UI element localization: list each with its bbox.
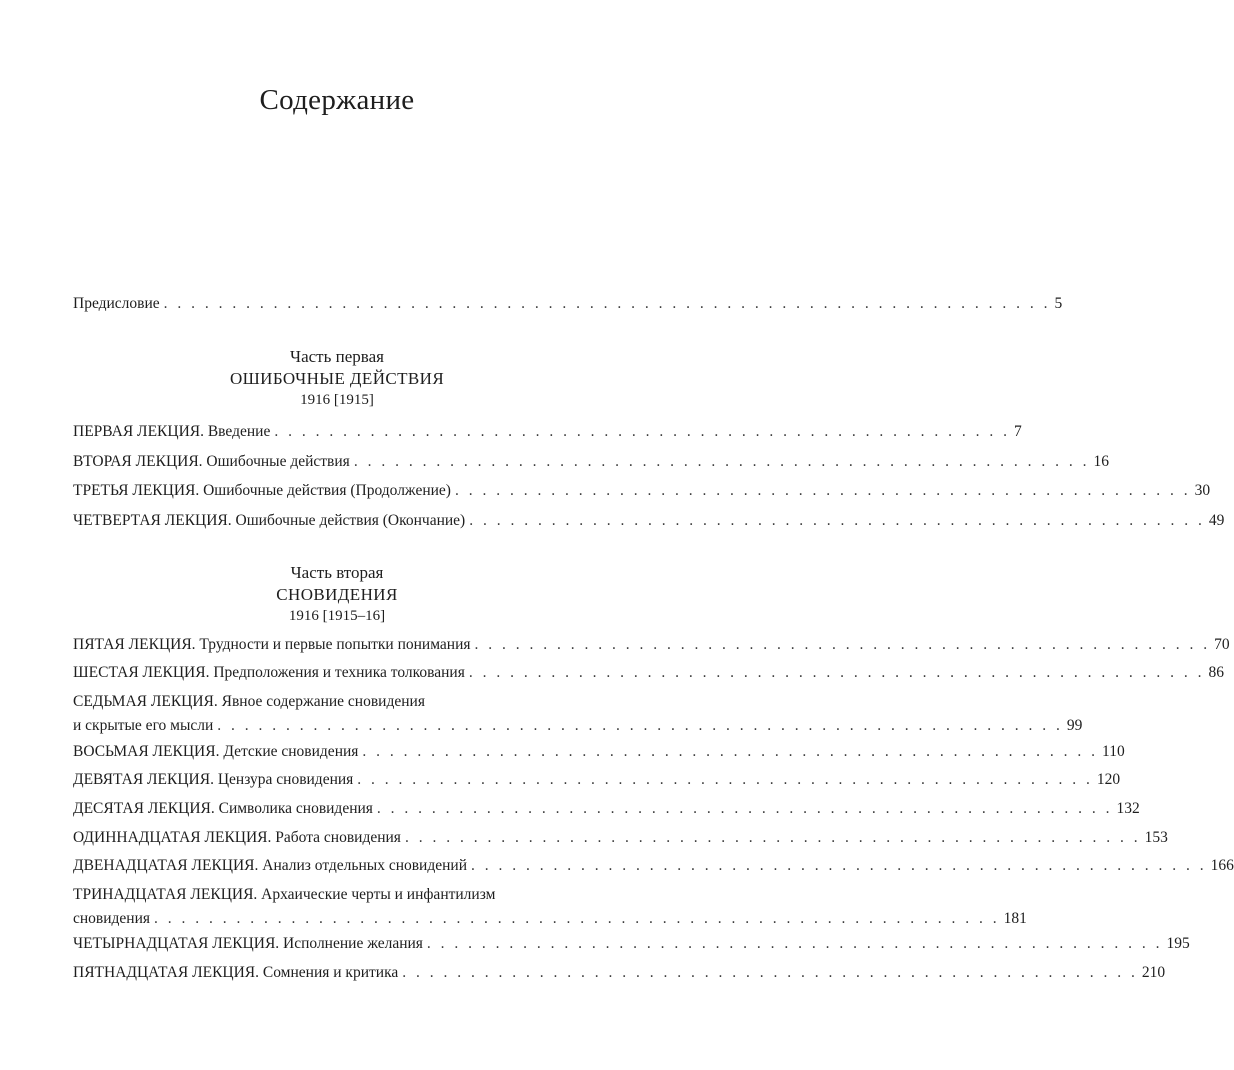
toc-entry[interactable] [73,856,1234,876]
leader-dots: . . . . . . . . . . . . . . . . . . . . . . . . . . . . . . . . . . . . . . . . . . . . . . . . . . . . . . [376,800,1113,817]
toc-entry[interactable] [73,828,1168,848]
toc-entry-page: 99 [1066,717,1083,734]
toc-entry-page: 7 [1013,423,1022,440]
toc-entry-label: ОДИННАДЦАТАЯ ЛЕКЦИЯ. Работа сновидения [73,829,401,846]
toc-entry-label: ЧЕТЫРНАДЦАТАЯ ЛЕКЦИЯ. Исполнение желания [73,935,423,952]
leader-dots: . . . . . . . . . . . . . . . . . . . . . . . . . . . . . . . . . . . . . . . . . . . . . . . . . . . . . . [357,771,1093,788]
toc-entry-page: 210 [1141,964,1166,981]
leader-dots: . . . . . . . . . . . . . . . . . . . . . . . . . . . . . . . . . . . . . . . . . . . . . . . . . . . . . . . . . . . . . . [217,717,1063,734]
toc-entry-label: ДЕВЯТАЯ ЛЕКЦИЯ. Цензура сновидения [73,771,354,788]
leader-dots: . . . . . . . . . . . . . . . . . . . . . . . . . . . . . . . . . . . . . . . . . . . . . . . . . . . . . . [353,453,1090,470]
toc-entry-page: 181 [1003,910,1027,927]
toc-entry[interactable] [73,742,1125,762]
part-1-name: Часть первая [290,347,384,366]
leader-dots: . . . . . . . . . . . . . . . . . . . . . . . . . . . . . . . . . . . . . . . . . . . . . . . . . . . . . . [474,636,1211,653]
toc-entry[interactable] [73,452,1109,472]
toc-entry-label: и скрытые его мысли [73,717,214,734]
toc-entry[interactable] [73,963,1166,983]
toc-entry[interactable] [73,481,1211,501]
toc-entry-label: Предисловие [73,295,160,312]
leader-dots: . . . . . . . . . . . . . . . . . . . . . . . . . . . . . . . . . . . . . . . . . . . . . . . . . . . . . . [469,512,1205,529]
toc-entry[interactable] [73,770,1121,790]
toc-entry-label: ДВЕНАДЦАТАЯ ЛЕКЦИЯ. Анализ отдельных сновидений [73,857,468,874]
leader-dots: . . . . . . . . . . . . . . . . . . . . . . . . . . . . . . . . . . . . . . . . . . . . . . . . . . . . . . [404,829,1141,846]
toc-entry[interactable] [73,663,1224,683]
toc-entry-label: ДЕСЯТАЯ ЛЕКЦИЯ. Символика сновидения [73,800,373,817]
part-2-heading [0,562,674,626]
toc-entry-page: 16 [1093,453,1109,470]
toc-entry-label: ЧЕТВЕРТАЯ ЛЕКЦИЯ. Ошибочные действия (Окончание) [73,512,466,529]
toc-entry-first-line: ТРИНАДЦАТАЯ ЛЕКЦИЯ. Архаические черты и инфантилизм [73,886,496,903]
toc-entry-label: ВОСЬМАЯ ЛЕКЦИЯ. Детские сновидения [73,743,359,760]
leader-dots: . . . . . . . . . . . . . . . . . . . . . . . . . . . . . . . . . . . . . . . . . . . . . . . . . . . . . . [471,857,1207,874]
toc-entry-page: 70 [1214,636,1230,653]
toc-entry-label: ШЕСТАЯ ЛЕКЦИЯ. Предположения и техника толкования [73,664,465,681]
part-1-title: ОШИБОЧНЫЕ ДЕЙСТВИЯ [229,369,445,388]
toc-entry[interactable] [73,635,1230,655]
leader-dots: . . . . . . . . . . . . . . . . . . . . . . . . . . . . . . . . . . . . . . . . . . . . . . . . . . . . . . [362,743,1099,760]
toc-entry-label: ТРЕТЬЯ ЛЕКЦИЯ. Ошибочные действия (Продолжение) [73,482,451,499]
toc-entry-page: 166 [1210,857,1234,874]
toc-entry-page: 49 [1208,512,1225,529]
part-1-years: 1916 [1915] [300,392,374,408]
toc-entry[interactable] [73,934,1190,954]
toc-entry-page: 120 [1096,771,1121,788]
leader-dots: . . . . . . . . . . . . . . . . . . . . . . . . . . . . . . . . . . . . . . . . . . . . . . . . . . . . . . . . . . . . . . [154,910,1000,927]
leader-dots: . . . . . . . . . . . . . . . . . . . . . . . . . . . . . . . . . . . . . . . . . . . . . . . . . . . . . . [468,664,1205,681]
toc-entry-page: 110 [1102,743,1125,760]
toc-entry-label: ВТОРАЯ ЛЕКЦИЯ. Ошибочные действия [73,453,350,470]
part-2-years: 1916 [1915–16] [288,608,386,624]
toc-entry-label: ПЯТНАДЦАТАЯ ЛЕКЦИЯ. Сомнения и критика [73,964,399,981]
leader-dots: . . . . . . . . . . . . . . . . . . . . . . . . . . . . . . . . . . . . . . . . . . . . . . . . . . . . . . . . . . . . . . . . . [163,295,1051,312]
toc-entry[interactable] [73,799,1140,819]
toc-entry-page: 30 [1194,482,1211,499]
leader-dots: . . . . . . . . . . . . . . . . . . . . . . . . . . . . . . . . . . . . . . . . . . . . . . . . . . . . . . [426,935,1163,952]
toc-entry-page: 86 [1208,664,1224,681]
toc-entry-first-line: СЕДЬМАЯ ЛЕКЦИЯ. Явное содержание сновидения [73,693,425,710]
page-title: Содержание [259,84,415,116]
toc-entry-page: 195 [1166,935,1190,952]
leader-dots: . . . . . . . . . . . . . . . . . . . . . . . . . . . . . . . . . . . . . . . . . . . . . . . . . . . . . . [402,964,1138,981]
toc-entry-label: сновидения [73,910,151,927]
toc-entry-page: 153 [1144,829,1168,846]
toc-entry-label: ПЯТАЯ ЛЕКЦИЯ. Трудности и первые попытки понимания [73,636,471,653]
toc-entry-label: ПЕРВАЯ ЛЕКЦИЯ. Введение [73,423,271,440]
part-1-heading [0,346,674,410]
leader-dots: . . . . . . . . . . . . . . . . . . . . . . . . . . . . . . . . . . . . . . . . . . . . . . . . . . . . . . [454,482,1191,499]
toc-entry[interactable] [73,422,1022,442]
toc-entry[interactable] [73,511,1225,531]
toc-entry-page: 5 [1054,295,1063,312]
toc-entry[interactable] [73,692,1083,736]
leader-dots: . . . . . . . . . . . . . . . . . . . . . . . . . . . . . . . . . . . . . . . . . . . . . . . . . . . . . . [274,423,1010,440]
toc-entry-page: 132 [1116,800,1140,817]
part-2-name: Часть вторая [290,563,384,582]
toc-entry[interactable] [73,885,1027,929]
part-2-title: СНОВИДЕНИЯ [276,585,398,604]
toc-entry-preface[interactable] [73,294,1063,314]
